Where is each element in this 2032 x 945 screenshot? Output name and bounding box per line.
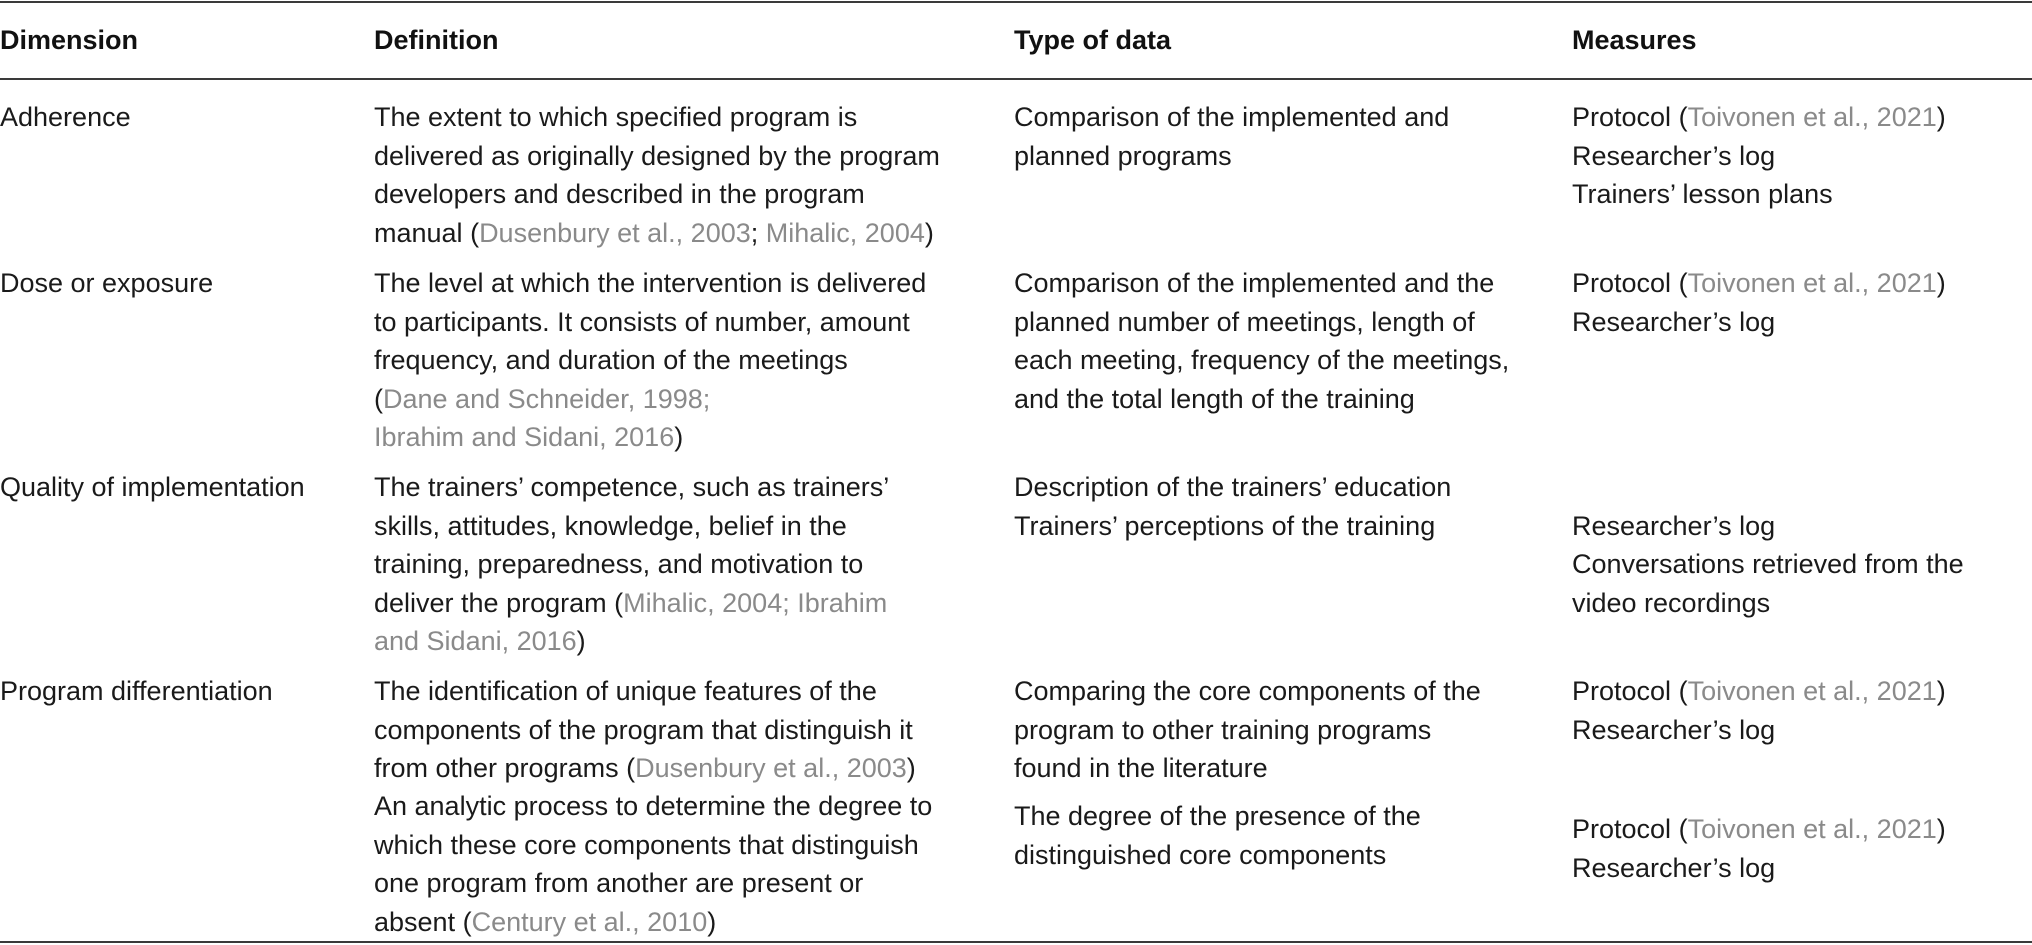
row-differentiation-definition-a bbox=[374, 672, 916, 788]
citation-link[interactable]: Mihalic, 2004; bbox=[623, 587, 790, 618]
citation-link[interactable]: Toivonen et al., 2021 bbox=[1687, 268, 1937, 298]
text-line: Conversations retrieved from the bbox=[1572, 549, 1964, 579]
header-type-of-data: Type of data bbox=[1014, 25, 1172, 55]
text-line: The extent to which specified program is bbox=[374, 102, 858, 132]
row-dose-dimension: Dose or exposure bbox=[0, 268, 214, 298]
citation-link[interactable]: Dusenbury et al., 2003 bbox=[635, 753, 907, 783]
row-differentiation-measures-a bbox=[1572, 672, 1946, 749]
row-quality-measures bbox=[1572, 507, 1964, 623]
row-differentiation-dimension: Program differentiation bbox=[0, 676, 273, 706]
text-line: Protocol (Toivonen et al., 2021) bbox=[1572, 814, 1946, 844]
text-line: skills, attitudes, knowledge, belief in the bbox=[374, 510, 847, 541]
text-line: program to other training programs bbox=[1014, 714, 1432, 745]
text-line: each meeting, frequency of the meetings, bbox=[1014, 345, 1510, 375]
row-quality-definition bbox=[374, 468, 889, 661]
header-dimension: Dimension bbox=[0, 25, 139, 55]
row-adherence-definition bbox=[374, 98, 940, 252]
header-definition: Definition bbox=[374, 25, 499, 55]
text-line: Trainers’ lesson plans bbox=[1572, 179, 1833, 209]
row-differentiation-type-of-data-a bbox=[1014, 672, 1481, 788]
text-line: to participants. It consists of number, amount bbox=[374, 306, 910, 337]
text-line: one program from another are present or bbox=[374, 868, 864, 898]
text-line: frequency, and duration of the meetings bbox=[374, 345, 848, 375]
text-line: video recordings bbox=[1572, 587, 1771, 618]
row-differentiation-type-of-data-b bbox=[1014, 797, 1421, 874]
text-line: The level at which the intervention is delivered bbox=[374, 268, 927, 298]
table-top-rule bbox=[0, 1, 2032, 3]
text-line: Trainers’ perceptions of the training bbox=[1014, 510, 1436, 541]
text-line: Researcher’s log bbox=[1572, 140, 1776, 171]
text-line: (Dane and Schneider, 1998; bbox=[374, 383, 711, 414]
text-line: Description of the trainers’ education bbox=[1014, 472, 1452, 502]
row-quality-type-of-data bbox=[1014, 468, 1451, 545]
text-line: planned number of meetings, length of bbox=[1014, 306, 1475, 337]
text-line: Protocol (Toivonen et al., 2021) bbox=[1572, 102, 1946, 132]
text-line: which these core components that distinguish bbox=[374, 829, 919, 860]
text-line: Comparison of the implemented and the bbox=[1014, 268, 1495, 298]
citation-link[interactable]: Toivonen et al., 2021 bbox=[1687, 102, 1937, 132]
row-dose-type-of-data bbox=[1014, 264, 1509, 418]
citation-link[interactable]: Dusenbury et al., 2003 bbox=[479, 217, 751, 248]
text-line: training, preparedness, and motivation to bbox=[374, 549, 864, 579]
text-line: The trainers’ competence, such as trainers’ bbox=[374, 472, 890, 502]
text-line: Researcher’s log bbox=[1572, 714, 1776, 745]
row-quality-dimension: Quality of implementation bbox=[0, 472, 305, 502]
text-line: found in the literature bbox=[1014, 753, 1268, 783]
table-header-rule bbox=[0, 78, 2032, 80]
text-line: Researcher’s log bbox=[1572, 510, 1776, 541]
header-measures: Measures bbox=[1572, 25, 1697, 55]
text-segment: Protocol bbox=[1572, 268, 1672, 298]
text-line: Comparison of the implemented and bbox=[1014, 102, 1450, 132]
text-segment: Protocol bbox=[1572, 102, 1672, 132]
text-line: Ibrahim and Sidani, 2016) bbox=[374, 422, 684, 452]
text-segment: Protocol bbox=[1572, 676, 1672, 706]
citation-link[interactable]: Mihalic, 2004 bbox=[765, 217, 925, 248]
citation-link[interactable]: Dane and Schneider, 1998; bbox=[383, 383, 711, 414]
citation-link[interactable]: Toivonen et al., 2021 bbox=[1687, 814, 1937, 844]
text-line: deliver the program (Mihalic, 2004; Ibrahim bbox=[374, 587, 888, 618]
citation-link[interactable]: and Sidani, 2016 bbox=[374, 626, 577, 656]
citation-link[interactable]: Toivonen et al., 2021 bbox=[1687, 676, 1937, 706]
row-adherence-measures bbox=[1572, 98, 1946, 214]
text-line: manual (Dusenbury et al., 2003; Mihalic, 2004) bbox=[374, 217, 934, 248]
text-line: Comparing the core components of the bbox=[1014, 676, 1481, 706]
table-bottom-rule bbox=[0, 941, 2032, 943]
text-line: absent (Century et al., 2010) bbox=[374, 906, 717, 937]
citation-link[interactable]: Ibrahim and Sidani, 2016 bbox=[374, 422, 675, 452]
text-segment: from other programs bbox=[374, 753, 619, 783]
text-line: Protocol (Toivonen et al., 2021) bbox=[1572, 268, 1946, 298]
row-adherence-type-of-data bbox=[1014, 98, 1449, 175]
text-line: developers and described in the program bbox=[374, 179, 865, 209]
text-line: and Sidani, 2016) bbox=[374, 626, 586, 656]
text-segment: Protocol bbox=[1572, 814, 1672, 844]
text-line: Researcher’s log bbox=[1572, 306, 1776, 337]
text-line: The identification of unique features of the bbox=[374, 676, 877, 706]
text-line: from other programs (Dusenbury et al., 2003) bbox=[374, 753, 916, 783]
row-differentiation-definition-b bbox=[374, 787, 932, 941]
row-dose-measures bbox=[1572, 264, 1946, 341]
text-segment: absent bbox=[374, 906, 456, 937]
text-line: An analytic process to determine the degree to bbox=[374, 791, 933, 821]
text-line: The degree of the presence of the bbox=[1014, 801, 1421, 831]
row-adherence-dimension: Adherence bbox=[0, 102, 131, 132]
text-line: distinguished core components bbox=[1014, 839, 1387, 870]
text-line: components of the program that distinguish it bbox=[374, 714, 913, 745]
text-line: and the total length of the training bbox=[1014, 383, 1415, 414]
citation-link[interactable]: Ibrahim bbox=[797, 587, 888, 618]
text-line: delivered as originally designed by the program bbox=[374, 140, 940, 171]
row-dose-definition bbox=[374, 264, 926, 457]
citation-link[interactable]: Century et al., 2010 bbox=[471, 906, 708, 937]
text-line: planned programs bbox=[1014, 140, 1232, 171]
row-differentiation-measures-b bbox=[1572, 810, 1946, 887]
text-segment: deliver the program bbox=[374, 587, 607, 618]
text-line: Researcher’s log bbox=[1572, 852, 1776, 883]
text-segment: manual bbox=[374, 217, 463, 248]
text-line: Protocol (Toivonen et al., 2021) bbox=[1572, 676, 1946, 706]
